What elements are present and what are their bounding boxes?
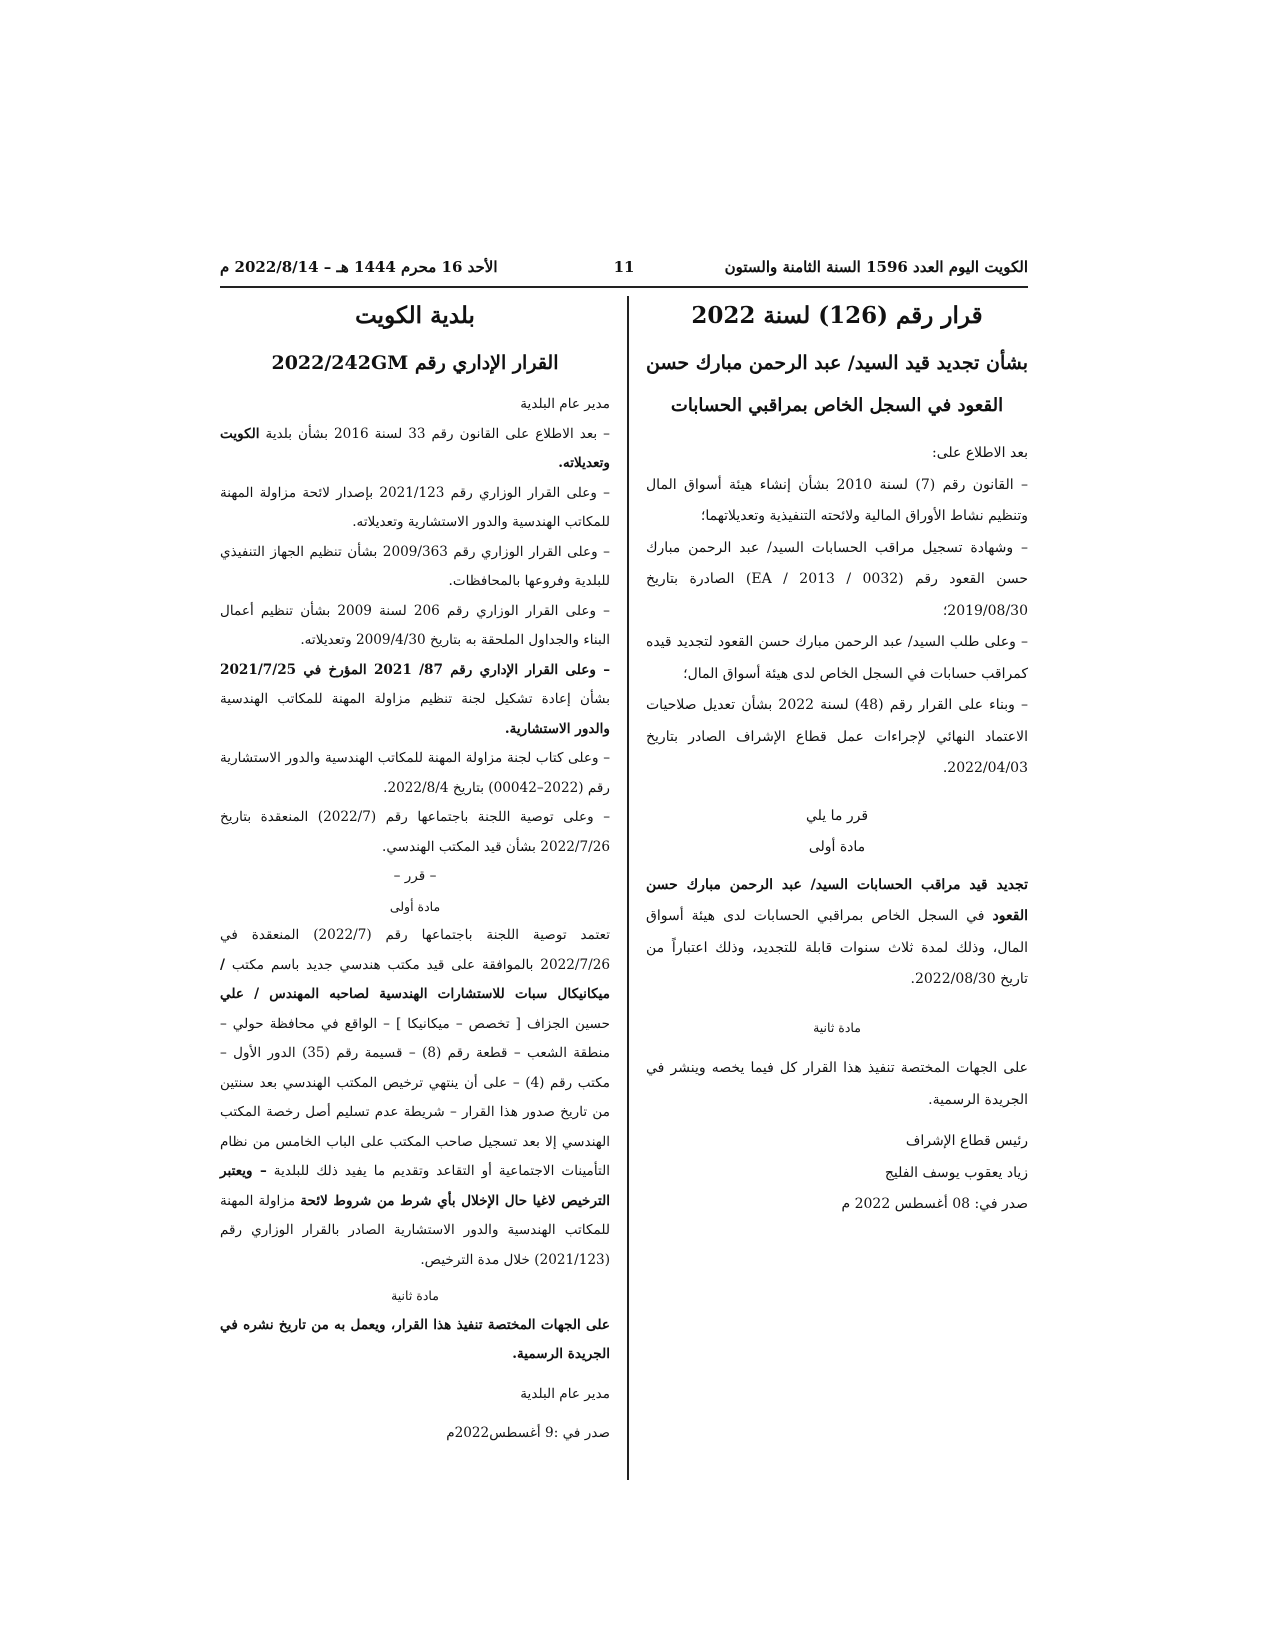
preamble-item: – وعلى توصية اللجنة باجتماعها رقم (2022/7) المنعقدة بتاريخ 2022/7/26 بشأن قيد المكتب الهندسي. — [220, 809, 610, 855]
preamble-item: – وعلى طلب السيد/ عبد الرحمن مبارك حسن القعود لتجديد قيده كمراقب حسابات في السجل الخاص لدى هيئة أسواق المال؛ — [646, 634, 1028, 682]
signatory-name: زياد يعقوب يوسف الفليج — [884, 1164, 1028, 1181]
article-text-part: مزاولة المهنة للمكاتب الهندسية والدور الاستشارية الصادر بالقرار الوزاري رقم (2021/123) خلال مدة الترخيص. — [220, 1192, 610, 1268]
preamble-item — [220, 656, 610, 745]
left-column — [220, 296, 610, 1449]
right-column — [646, 296, 1028, 1221]
preamble-item: – وعلى القرار الوزاري رقم 2021/123 بإصدار لائحة مزاولة المهنة للمكاتب الهندسية والدور الاستشارية وتعديلاته. — [220, 484, 610, 530]
page-header — [220, 258, 1028, 284]
decision-subject-line-1: بشأن تجديد قيد السيد/ عبد الرحمن مبارك حسن — [645, 352, 1028, 374]
preamble-intro: بعد الاطلاع على: — [932, 445, 1028, 461]
decision-subject-line-2: القعود في السجل الخاص بمراقبي الحسابات — [670, 395, 1004, 416]
preamble-text: – بعد الاطلاع على القانون رقم 33 لسنة 2016 بشأن بلدية — [259, 425, 610, 442]
preamble-item: – وعلى القرار الوزاري رقم 206 لسنة 2009 بشأن تنظيم أعمال البناء والجداول الملحقة به بتاريخ 2009/4/30 وتعديلاته. — [220, 602, 610, 648]
article-bold-text: – ويعتبر الترخيص لاغيا حال الإخلال بأي شرط من شروط لائحة — [220, 1163, 610, 1209]
article-text-part: حسين الجزاف [ تخصص – ميكانيكا ] – الواقع في محافظة حولي – منطقة الشعب – قطعة رقم (8) – قسيمة رقم (35) الدور الأول – مكتب رقم (4) – على أن ينتهي ترخيص المكتب الهندسي بعد سنتين من تاريخ صدور هذا القرار – شريطة عدم تسليم أصل رخصة المكتب الهندسي إلا بعد تسجيل صاحب المكتب على الباب الخامس من نظام التأمينات الاجتماعية أو التقاعد وتقديم ما يفيد ذلك للبلدية — [220, 1015, 611, 1179]
article-bold-text: تجديد قيد مراقب الحسابات السيد/ عبد الرحمن مبارك حسن القعود — [646, 876, 1028, 924]
article-text — [646, 870, 1028, 996]
article-heading: مادة أولى — [808, 839, 866, 855]
preamble-bold-text: – وعلى القرار الإداري رقم 87/ 2021 المؤرخ في 2021/7/25 — [220, 661, 610, 678]
preamble-item: – وشهادة تسجيل مراقب الحسابات السيد/ عبد الرحمن مبارك حسن القعود رقم (EA / 2013 / 0032) الصادرة بتاريخ 2019/08/30؛ — [646, 539, 1029, 619]
article-heading: مادة أولى — [389, 898, 441, 914]
preamble-text: بشأن إعادة تشكيل لجنة تنظيم مزاولة المهنة للمكاتب الهندسية — [220, 691, 610, 707]
issue-date: صدر في: 08 أغسطس 2022 م — [841, 1196, 1028, 1212]
header-issue-info: الكويت اليوم العدد 1596 السنة الثامنة والستون — [724, 258, 1028, 276]
signatory-title: رئيس قطاع الإشراف — [905, 1133, 1028, 1149]
header-page-number: 11 — [613, 258, 635, 276]
preamble-item: – وعلى كتاب لجنة مزاولة المهنة للمكاتب الهندسية والدور الاستشارية رقم (2022–00042) بتاريخ 2022/8/4. — [220, 750, 610, 796]
article-text-rest: في السجل الخاص بمراقبي الحسابات لدى هيئة أسواق المال، وذلك لمدة ثلاث سنوات قابلة للتجديد، وذلك اعتباراً من تاريخ 2022/08/30. — [646, 908, 1028, 987]
header-rule — [220, 286, 1028, 288]
decided-heading: قرر ما يلي — [805, 807, 869, 824]
municipality-title: بلدية الكويت — [355, 302, 475, 329]
decision-title: قرار رقم (126) لسنة 2022 — [691, 302, 983, 329]
article-heading: مادة ثانية — [391, 1288, 439, 1303]
decided-heading: – قرر – — [393, 868, 437, 884]
article-bold-text: / ميكانيكال سبات للاستشارات الهندسية لصاحبه المهندس / علي — [220, 956, 610, 1002]
article-text: على الجهات المختصة تنفيذ هذا القرار، ويعمل به من تاريخ نشره في الجريدة الرسمية. — [220, 1316, 610, 1362]
preamble-bold-text: الكويت وتعديلاته. — [220, 425, 610, 471]
administrative-decision-number: القرار الإداري رقم 2022/242GM — [271, 352, 559, 374]
article-text: على الجهات المختصة تنفيذ هذا القرار كل فيما يخصه وينشر في الجريدة الرسمية. — [646, 1060, 1028, 1108]
preamble-item: – وعلى القرار الوزاري رقم 2009/363 بشأن تنظيم الجهاز التنفيذي للبلدية وفروعها بالمحافظات. — [220, 543, 610, 589]
preamble-item: – القانون رقم (7) لسنة 2010 بشأن إنشاء هيئة أسواق المال وتنظيم نشاط الأوراق المالية ولائحته التنفيذية وتعديلاتهما؛ — [646, 476, 1029, 524]
article-text-part: تعتمد توصية اللجنة باجتماعها رقم (2022/7) المنعقدة في 2022/7/26 بالموافقة على قيد مكتب هندسي جديد باسم مكتب — [220, 927, 610, 973]
article-heading: مادة ثانية — [813, 1019, 861, 1035]
header-date: الأحد 16 محرم 1444 هـ – 2022/8/14 م — [220, 258, 498, 276]
decision-author: مدير عام البلدية — [520, 396, 610, 412]
column-divider — [627, 296, 629, 1480]
preamble-item — [220, 420, 610, 479]
preamble-item: – وبناء على القرار رقم (48) لسنة 2022 بشأن تعديل صلاحيات الاعتماد النهائي لإجراءات عمل قطاع الإشراف الصادر بتاريخ 2022/04/03. — [646, 697, 1028, 776]
preamble-bold-text: والدور الاستشارية. — [504, 720, 610, 737]
signatory-title: مدير عام البلدية — [520, 1385, 610, 1402]
article-text — [220, 921, 610, 1275]
issue-date: صدر في :9 أغسطس2022م — [446, 1425, 610, 1441]
